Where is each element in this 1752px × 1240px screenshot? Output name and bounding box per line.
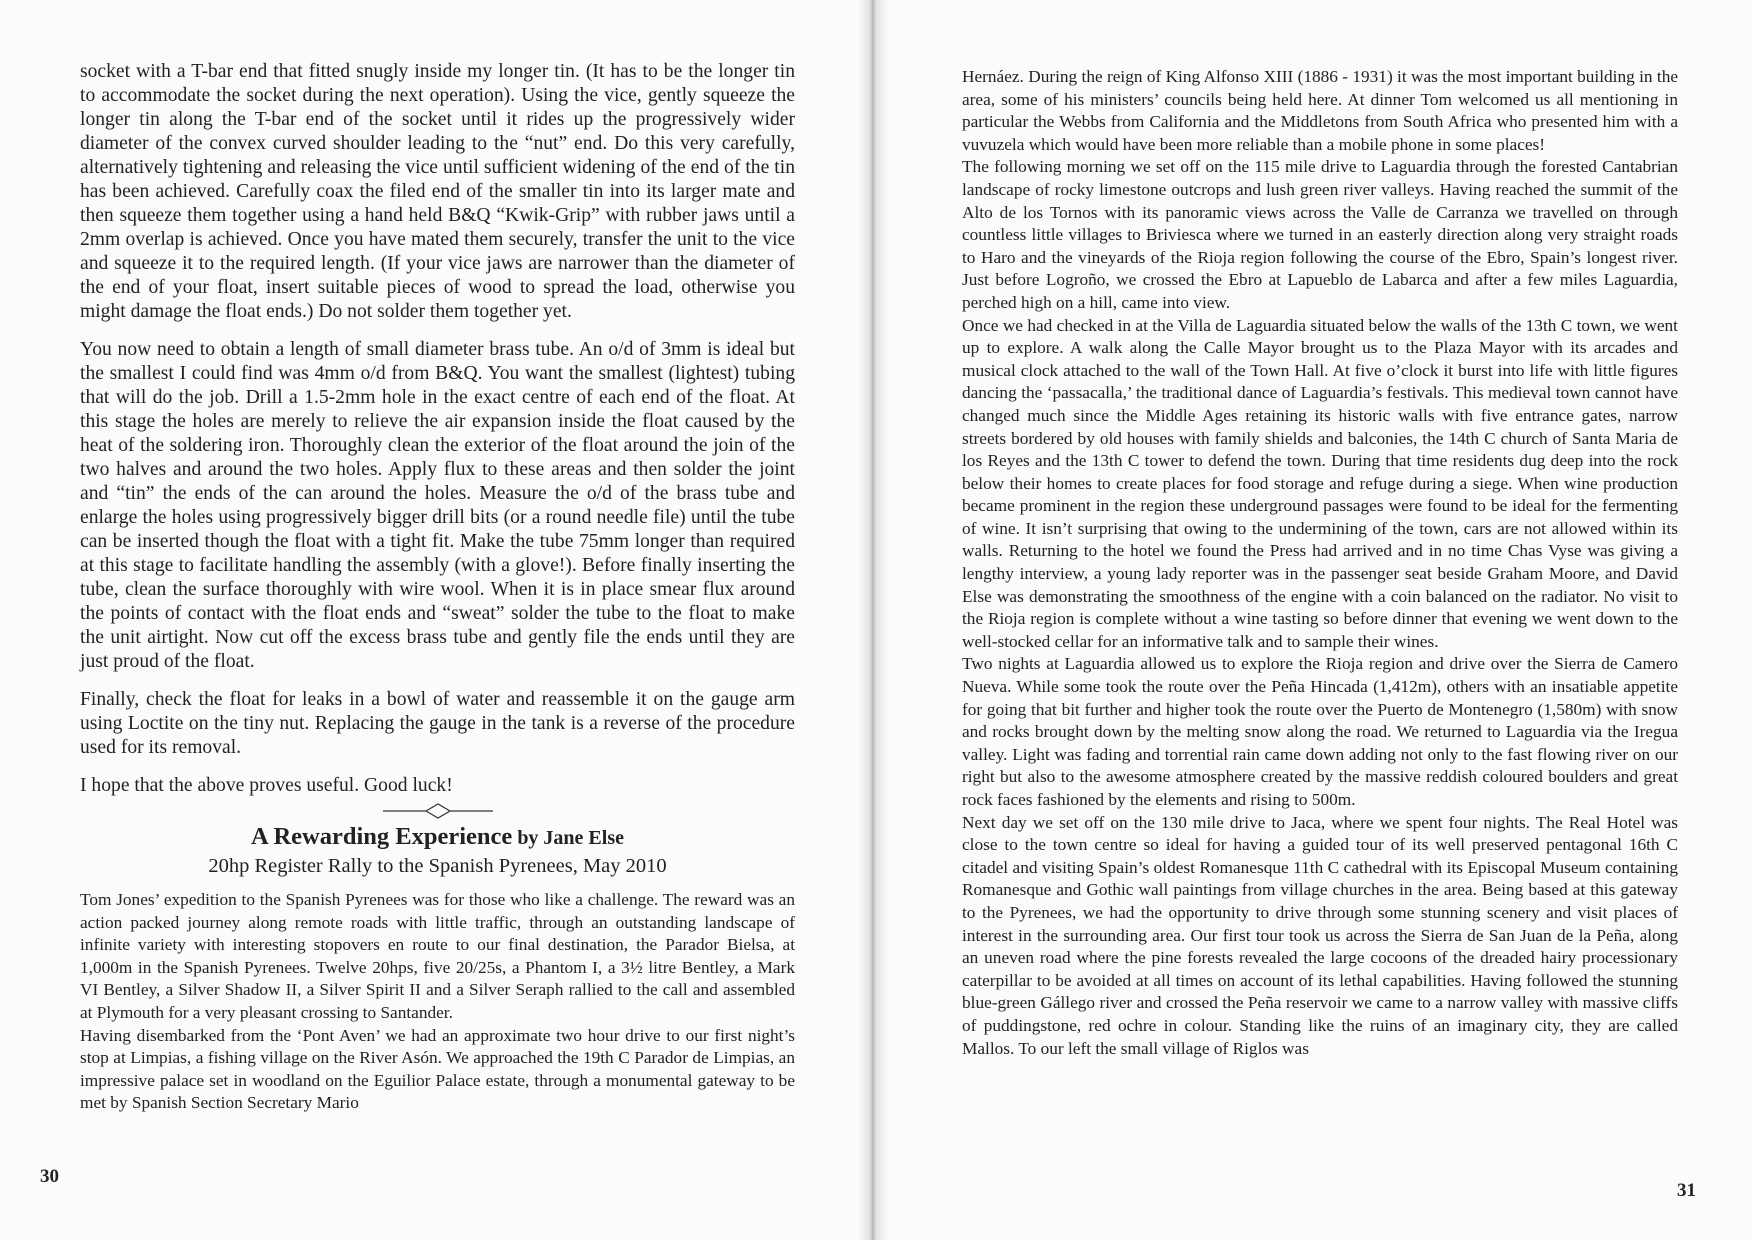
article-body	[80, 889, 795, 1115]
article-byline: by Jane Else	[512, 827, 624, 849]
right-page-text	[962, 66, 1678, 1060]
left-paragraph-3: Finally, check the float for leaks in a bowl of water and reassemble it on the gauge arm using Loctite on the tiny nut. Replacing the gauge in the tank is a reverse of the procedure used for its removal.	[80, 689, 795, 758]
article-subtitle: 20hp Register Rally to the Spanish Pyrenees, May 2010	[208, 855, 667, 877]
book-gutter	[858, 0, 888, 1240]
diamond-divider-icon	[383, 800, 493, 822]
right-paragraph-2: The following morning we set off on the 115 mile drive to Laguardia through the forested Cantabrian landscape of rocky limestone outcrops and lush green river valleys. Having reached the summit of the Alto de los Tornos with its panoramic views across the Valle de Carranza we travelled on through countless little villages to Briviesca where we turned in an easterly direction along very straight roads to Haro and the vineyards of the Rioja region following the course of the Ebro, Spain’s longest river. Just before Logroño, we crossed the Ebro at Lapueblo de Labarca and after a few miles Laguardia, perched high on a hill, came into view.	[962, 157, 1678, 312]
right-paragraph-3: Once we had checked in at the Villa de Laguardia situated below the walls of the 13th C town, we went up to explore. A walk along the Calle Mayor brought us to the Plaza Mayor with its arcades and musical clock attached to the wall of the Town Hall. At five o’clock it burst into life with little figures dancing the ‘passacalla,’ the traditional dance of Laguardia’s festivals. This medieval town cannot have changed much since the Middle Ages retaining its historic walls with five entrance gates, narrow streets bordered by old houses with family shields and balconies, the 14th C church of Santa Maria de los Reyes and the 13th C tower to defend the town. During that time residents dug deep into the rock below their homes to create places for food storage and refuge during a siege. When wine production became prominent in the region these underground passages were found to be ideal for the fermenting of wine. It isn’t surprising that owing to the undermining of the town, cars are not allowed within its walls. Returning to the hotel we found the Press had arrived and in no time Chas Vyse was giving a lengthy interview, a young lady reporter was in the passenger seat beside Graham Moore, and David Else was demonstrating the smoothness of the engine with a coin balanced on the radiator. No visit to the Rioja region is complete without a wine tasting so before dinner that evening we went down to the well-stocked cellar for an informative talk and to sample their wines.	[962, 315, 1678, 651]
article-paragraph-2: Having disembarked from the ‘Pont Aven’ we had an approximate two hour drive to our first night’s stop at Limpias, a fishing village on the River Asón. We approached the 19th C Parador de Limpias, an impressive palace set in woodland on the Eguilior Palace estate, through a monumental gateway to be met by Spanish Section Secretary Mario	[80, 1025, 795, 1113]
right-paragraph-5: Next day we set off on the 130 mile drive to Jaca, where we spent four nights. The Real Hotel was close to the town centre so ideal for having a guided tour of its well preserved pentagonal 16th C citadel and visiting Spain’s oldest Romanesque 11th C cathedral with its Episcopal Museum containing Romanesque and Gothic wall paintings from village churches in the area. Being based at this gateway to the Pyrenees, we had the opportunity to drive through some stunning scenery and visit places of interest in the surrounding area. Our first tour took us across the Sierra de San Juan de la Peña, along an uneven road where the pine forests revealed the large cocoons of the dreaded hairy processionary caterpillar to be avoided at all times on account of its lethal capabilities. Having followed the stunning blue-green Gállego river and crossed the Peña reservoir we came to a narrow valley with massive cliffs of puddingstone, red ochre in colour. Standing like the ruins of an imaginary city, they are called Mallos. To our left the small village of Riglos was	[962, 812, 1678, 1058]
article-title	[80, 822, 795, 853]
right-paragraph-1: Hernáez. During the reign of King Alfonso XIII (1886 - 1931) it was the most important building in the area, some of his ministers’ councils being held here. At dinner Tom welcomed us all mentioning in particular the Webbs from California and the Middletons from South Africa who presented him with a vuvuzela which would have been more reliable than a mobile phone in some places!	[962, 67, 1678, 154]
left-paragraph-1: socket with a T-bar end that fitted snugly inside my longer tin. (It has to be the longer tin to accommodate the socket during the next operation). Using the vice, gently squeeze the longer tin along the T-bar end of the socket until it rides up the progressively wider diameter of the convex curved shoulder leading to the “nut” end. Do this very carefully, alternatively tightening and releasing the vice until sufficient widening of the end of the tin has been achieved. Carefully coax the filed end of the smaller tin into its larger mate and then squeeze them together using a hand held B&Q “Kwik-Grip” with rubber jaws until a 2mm overlap is achieved. Once you have mated them securely, transfer the unit to the vice and squeeze it to the required length. (If your vice jaws are narrower than the diameter of the end of your float, insert suitable pieces of wood to spread the load, otherwise you might damage the float ends.) Do not solder them together yet.	[80, 61, 795, 322]
page-number-left: 30	[40, 1166, 59, 1187]
section-ornament	[80, 800, 795, 822]
left-paragraph-4: I hope that the above proves useful. Good luck!	[80, 775, 453, 796]
left-paragraph-2: You now need to obtain a length of small diameter brass tube. An o/d of 3mm is ideal but the smallest I could find was 4mm o/d from B&Q. You want the smallest (lightest) tubing that will do the job. Drill a 1.5-2mm hole in the exact centre of each end of the float. At this stage the holes are merely to relieve the air expansion inside the float caused by the heat of the soldering iron. Thoroughly clean the exterior of the float around the join of the two halves and around the two holes. Apply flux to these areas and then solder the joint and “tin” the ends of the can around the holes. Measure the o/d of the brass tube and enlarge the holes using progressively bigger drill bits (or a round needle file) until the tube can be inserted though the float with a tight fit. Make the tube 75mm longer than required at this stage to facilitate handling the assembly (with a glove!). Before finally inserting the tube, clean the surface thoroughly with wire wool. When it is in place smear flux around the points of contact with the float ends and “sweat” solder the tube to the float to make the unit airtight. Now cut off the excess brass tube and gently file the ends until they are just proud of the float.	[80, 339, 795, 672]
right-paragraph-4: Two nights at Laguardia allowed us to explore the Rioja region and drive over the Sierra de Camero Nueva. While some took the route over the Peña Hincada (1,412m), others with an insatiable appetite for going that bit further and higher took the route over the Puerto de Montenegro (1,580m) with snow and rocks brought down by the melting snow along the road. We returned to Laguardia via the Iregua valley. Light was fading and torrential rain came down adding not only to the fast flowing river on our right but also to the awesome atmosphere created by the massive reddish coloured boulders and great rock faces fashioned by the elements and rising to 500m.	[962, 654, 1678, 809]
left-page-text	[80, 60, 795, 1115]
page-number-right: 31	[1677, 1180, 1696, 1201]
article-title-text: A Rewarding Experience	[251, 823, 513, 850]
article-paragraph-1: Tom Jones’ expedition to the Spanish Pyrenees was for those who like a challenge. The reward was an action packed journey along remote roads with little traffic, through an outstanding landscape of infinite variety with interesting stopovers en route to our final destination, the Parador Bielsa, at 1,000m in the Spanish Pyrenees. Twelve 20hps, five 20/25s, a Phantom I, a 3½ litre Bentley, a Mark VI Bentley, a Silver Shadow II, a Silver Spirit II and a Silver Seraph rallied to the call and assembled at Plymouth for a very pleasant crossing to Santander.	[80, 890, 795, 1022]
